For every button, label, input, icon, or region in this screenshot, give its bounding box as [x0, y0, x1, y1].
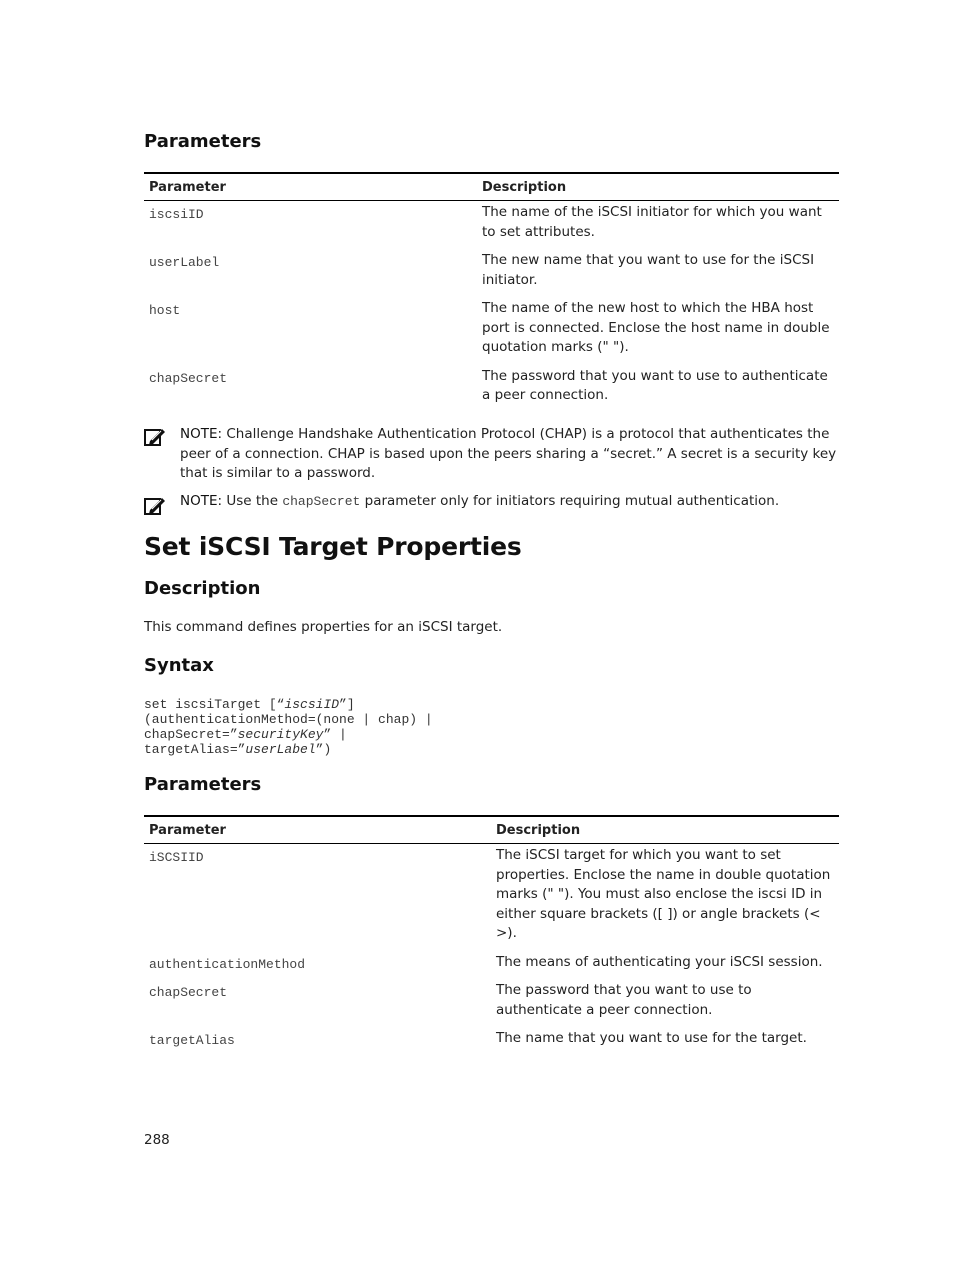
table-row — [144, 251, 839, 299]
syntax-variable: iscsiID — [284, 697, 340, 712]
syntax-text: ”) — [315, 742, 332, 757]
description-text: This command defines properties for an iSCSI target. — [144, 619, 503, 635]
table-row — [144, 299, 839, 367]
note-text-before: Use the — [222, 493, 283, 509]
syntax-code-block — [144, 697, 433, 757]
syntax-text: ” | — [323, 727, 347, 742]
table-row — [144, 1029, 839, 1051]
param-description: The password that you want to use to authenticate a peer connection. — [496, 982, 752, 1018]
syntax-variable: securityKey — [237, 727, 324, 742]
note-label: NOTE: — [180, 426, 223, 442]
param-name: chapSecret — [149, 985, 228, 1000]
table-row — [144, 981, 839, 1029]
param-name: authenticationMethod — [149, 956, 306, 972]
pencil-note-icon — [144, 496, 166, 516]
syntax-text: set iscsiTarget [“ — [144, 697, 285, 712]
param-name: host — [149, 303, 181, 318]
param-description: The iSCSI target for which you want to set properties. Enclose the name in double quotation marks (" "). You must also enclose the iscsi ID in either square brackets ([ ]) or angle brackets (< >). — [496, 847, 831, 941]
page-title: Set iSCSI Target Properties — [144, 532, 522, 561]
param-description: The name of the iSCSI initiator for which you want to set attributes. — [482, 204, 822, 240]
description-heading: Description — [144, 578, 261, 599]
note-label: NOTE: — [180, 493, 223, 509]
table-row — [144, 953, 839, 982]
column-header-description: Description — [477, 173, 839, 201]
param-name: iSCSIID — [149, 850, 204, 865]
param-description: The name of the new host to which the HBA host port is connected. Enclose the host name in double quotation marks (" "). — [482, 300, 830, 355]
parameters-heading-1: Parameters — [144, 131, 262, 152]
syntax-text: (authenticationMethod=(none | chap) | — [144, 712, 433, 727]
note-text: Challenge Handshake Authentication Protocol (CHAP) is a protocol that authenticates the peer of a connection. CHAP is based upon the peers sharing a “secret.” A secret is a security key that is similar to a password. — [180, 426, 837, 481]
parameters-table-2 — [144, 815, 839, 1051]
table-row — [144, 844, 839, 953]
page-number: 288 — [144, 1132, 170, 1148]
syntax-text: targetAlias=” — [144, 742, 246, 757]
syntax-heading: Syntax — [144, 655, 214, 676]
param-name: userLabel — [149, 255, 220, 270]
note-code: chapSecret — [282, 494, 361, 509]
param-description: The password that you want to use to authenticate a peer connection. — [482, 367, 828, 403]
param-description: The means of authenticating your iSCSI session. — [496, 953, 823, 970]
syntax-text: chapSecret=” — [144, 727, 238, 742]
column-header-description: Description — [491, 816, 839, 844]
param-description: The name that you want to use for the target. — [496, 1030, 807, 1046]
param-name: iscsiID — [149, 207, 204, 222]
note-chap — [144, 425, 839, 484]
syntax-variable: userLabel — [245, 742, 316, 757]
table-row — [144, 201, 839, 252]
column-header-parameter: Parameter — [144, 173, 477, 201]
note-text-after: parameter only for initiators requiring mutual authentication. — [360, 493, 780, 509]
table-header-row — [144, 173, 839, 201]
parameters-table-1 — [144, 172, 839, 406]
param-name: targetAlias — [149, 1033, 235, 1048]
param-description: The new name that you want to use for the iSCSI initiator. — [482, 252, 815, 288]
parameters-heading-2: Parameters — [144, 774, 262, 795]
pencil-note-icon — [144, 427, 166, 447]
note-chapsecret — [144, 492, 839, 512]
syntax-text: ”] — [339, 697, 355, 712]
table-header-row — [144, 816, 839, 844]
param-name: chapSecret — [149, 370, 228, 386]
column-header-parameter: Parameter — [144, 816, 491, 844]
table-row — [144, 367, 839, 406]
